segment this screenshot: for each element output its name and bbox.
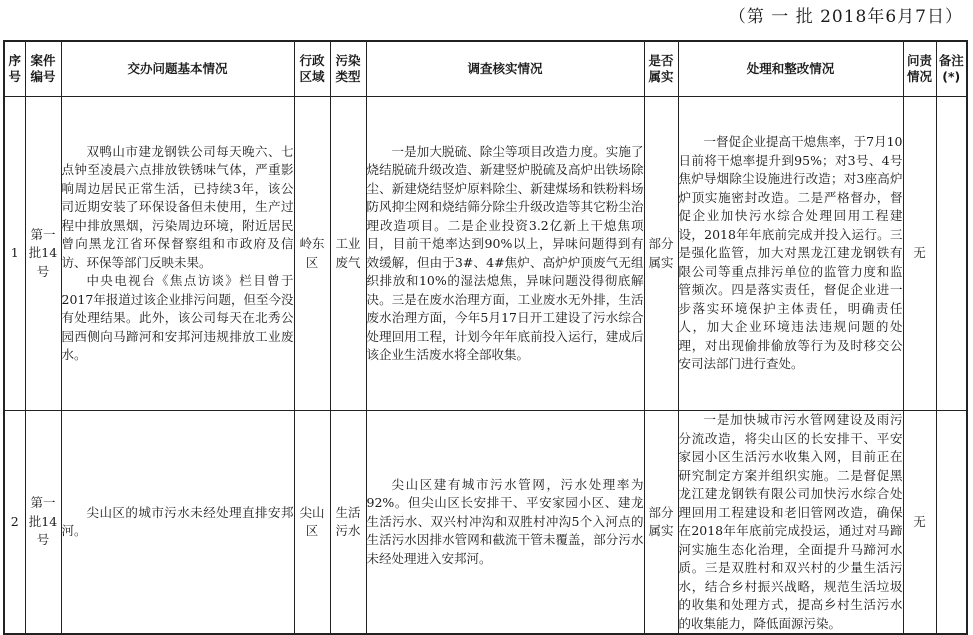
header-accountability: 问责情况 [903, 41, 936, 97]
header-district: 行政区域 [294, 41, 330, 97]
header-investigation: 调查核实情况 [366, 41, 644, 97]
cell-investigation [366, 411, 644, 635]
cell-pollution: 工业废气 [330, 97, 366, 411]
handling-paragraph: 一督促企业提高干熄焦率，于7月10日前将干熄率提升到95%；对3号、4号焦炉导烟除尘设施进行改造；对3座高炉炉顶实施密封改造。二是严格督办，督促企业加快污水综合处理回用工程建设，2018年年底前完成并投入运行。三是强化监管，加大对黑龙江建龙钢铁有限公司等重点排污单位的监管力度和监管频次。四是落实责任，督促企业进一步落实环境保护主体责任，明确责任人，加大企业环境违法违规问题的处理，对出现偷排偷放等行为及时移交公安司法部门进行查处。 [678, 134, 903, 372]
cell-remarks [936, 97, 967, 411]
case-table [3, 40, 968, 635]
cell-seq: 2 [4, 411, 25, 635]
problem-paragraph: 中央电视台《焦点访谈》栏目曾于2017年报道过该企业排污问题，但至今没有处理结果。此外，该公司每天在北秀公园西侧向马蹄河和安邦河违规排放工业废水。 [61, 273, 294, 362]
cell-problem [61, 411, 294, 635]
cell-accountability: 无 [903, 411, 936, 635]
cell-case-no: 第一批14号 [25, 411, 61, 635]
cell-pollution: 生活污水 [330, 411, 366, 635]
header-is-true: 是否属实 [644, 41, 678, 97]
cell-is-true: 部分属实 [644, 411, 678, 635]
cell-accountability: 无 [903, 97, 936, 411]
handling-paragraph: 一是加快城市污水管网建设及雨污分流改造，将尖山区的长安排干、平安家园小区生活污水收集入网，目前正在研究制定方案并组织实施。二是督促黑龙江建龙钢铁有限公司加快污水综合处理回用工程建设和老旧管网改造，确保在2018年年底前完成投运，通过对马蹄河实施生态化治理，全面提升马蹄河水质。三是双胜村和双兴村的少量生活污水，结合乡村振兴战略，规范生活垃圾的收集和处理方式，提高乡村生活污水的收集能力，降低面源污染。 [678, 412, 903, 631]
cell-district: 尖山区 [294, 411, 330, 635]
table-row [4, 97, 967, 411]
cell-case-no: 第一批14号 [25, 97, 61, 411]
header-problem: 交办问题基本情况 [61, 41, 294, 97]
cell-handling [678, 411, 903, 635]
batch-date-label: （第 一 批 2018年6月7日） [728, 7, 963, 27]
cell-handling [678, 97, 903, 411]
header-remarks: 备注(*) [936, 41, 967, 97]
cell-is-true: 部分属实 [644, 97, 678, 411]
header-pollution: 污染类型 [330, 41, 366, 97]
cell-seq: 1 [4, 97, 25, 411]
cell-investigation [366, 97, 644, 411]
cell-district: 岭东区 [294, 97, 330, 411]
header-case-no: 案件编号 [25, 41, 61, 97]
cell-problem [61, 97, 294, 411]
table-row [4, 411, 967, 635]
problem-paragraph: 双鸭山市建龙钢铁公司每天晚六、七点钟至凌晨六点排放铁锈味气体，严重影响周边居民正常生活，已持续3年，该公司近期安装了环保设备但未使用，生产过程中排放黑烟，污染周边环境，附近居民曾向黑龙江省环保督察组和市政府及信访、环保等部门反映未果。 [61, 143, 294, 270]
cell-remarks [936, 411, 967, 635]
header-handling: 处理和整改情况 [678, 41, 903, 97]
table-header-row [4, 41, 967, 97]
investigation-paragraph: 尖山区建有城市污水管网，污水处理率为92%。但尖山区长安排干、平安家园小区、建龙生活污水、双兴村冲沟和双胜村冲沟5个入河点的生活污水因排水管网和截流干管未覆盖，部分污水未经处理进入安邦河。 [366, 476, 644, 566]
header-seq: 序号 [4, 41, 25, 97]
investigation-paragraph: 一是加大脱硫、除尘等项目改造力度。实施了烧结脱硫升级改造、新建竖炉脱硫及高炉出铁场除尘、新建烧结竖炉原料除尘、新建煤场和铁粉料场防风抑尘网和烧结筛分除尘升级改造等其它粉尘治理改造项目。二是企业投资3.2亿新上干熄焦项目，目前干熄率达到90%以上，异味问题得到有效缓解，但由于3#、4#焦炉、高炉炉顶废气无组织排放和10%的湿法熄焦，异味问题没得彻底解决。三是在废水治理方面，工业废水无外排，生活废水治理方面，今年5月17日开工建设了污水综合处理回用工程，计划今年年底前投入运行，建成后该企业生活废水将全部收集。 [366, 143, 644, 362]
problem-paragraph: 尖山区的城市污水未经处理直排安邦河。 [61, 504, 294, 538]
